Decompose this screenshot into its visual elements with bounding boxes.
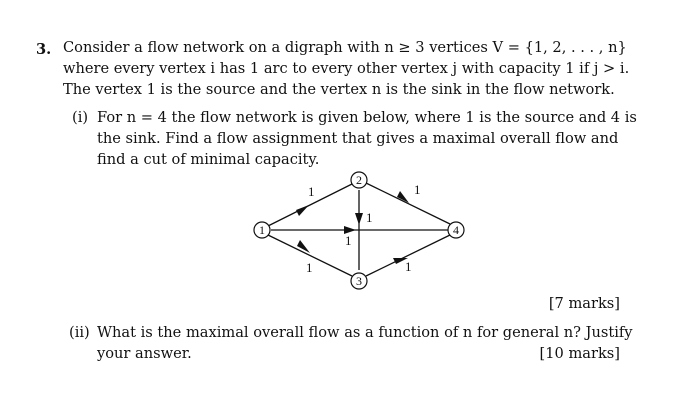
part-i-line-2: the sink. Find a flow assignment that gives a maximal overall flow and <box>97 130 619 147</box>
edge-label-1-4: 1 <box>345 233 352 248</box>
part-ii-line-1: What is the maximal overall flow as a function of n for general n? Justify <box>97 324 633 341</box>
node-1-label: 1 <box>259 223 265 237</box>
edge-label-2-3: 1 <box>366 210 373 225</box>
node-4-label: 4 <box>453 223 459 237</box>
edge-label-1-3: 1 <box>306 260 313 275</box>
part-i-label: (i) <box>72 109 89 126</box>
intro-line-1: Consider a flow network on a digraph with n ≥ 3 vertices V = {1, 2, . . . , n} <box>63 39 627 56</box>
edge-label-3-4: 1 <box>405 259 412 274</box>
arrow-2-3 <box>355 213 363 225</box>
part-ii-line-2: your answer. <box>97 345 192 362</box>
intro-line-3: The vertex 1 is the source and the vertex n is the sink in the flow network. <box>63 81 615 98</box>
edge-label-1-2: 1 <box>308 184 315 199</box>
part-ii-label: (ii) <box>69 324 90 341</box>
part-i-line-3: find a cut of minimal capacity. <box>97 151 320 168</box>
edge-2-4 <box>366 183 450 224</box>
arrow-1-3 <box>297 240 310 253</box>
part-i-marks: [7 marks] <box>548 295 620 312</box>
node-3-label: 3 <box>356 274 362 288</box>
edge-label-2-4: 1 <box>414 182 421 197</box>
intro-line-2: where every vertex i has 1 arc to every other vertex j with capacity 1 if j > i. <box>63 60 630 77</box>
part-i-line-1: For n = 4 the flow network is given below, where 1 is the source and 4 is <box>97 109 637 126</box>
arrow-1-2 <box>296 205 309 216</box>
part-ii-marks: [10 marks] <box>539 345 620 362</box>
question-number: 3. <box>36 41 52 58</box>
node-2-label: 2 <box>356 173 362 187</box>
